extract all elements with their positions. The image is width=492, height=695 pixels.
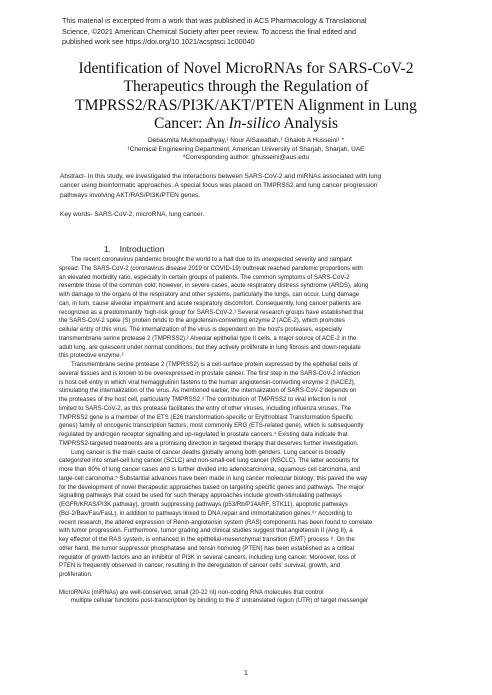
body-line: Transmembrane serine protease 2 (TMPRSS2) is a cell-surface protein expressed by the epithelial cells of [71, 361, 358, 368]
author-affiliation: ¹Chemical Engineering Department, American University of Sharjah, Sharjah, UAE [127, 145, 365, 153]
title-line: TMPRSS2/RAS/PI3K/AKT/PTEN Alignment in Lung [75, 96, 417, 114]
body-line: key effector of the RAS system, is enhanced in the epithelial-mesenchymal transition (EMT) process ⁸. On the [59, 536, 355, 543]
body-line: genes) family of oncogenic transcription factors, most commonly ERG (ETS-related gene), which is subsequently [59, 422, 364, 430]
title-line: Therapeutics through the Regulation of [123, 78, 369, 96]
paper-title [60, 60, 432, 134]
abstract-line: pathways involving AKT/RAS/PI3K/PTEN genes. [60, 191, 201, 199]
body-line: this protective enzyme.³ [59, 352, 124, 360]
publication-notice [62, 16, 442, 48]
body-line: other hand, the tumor suppressor phosphatase and tensin homolog (PTEN) has been established as a critical [59, 544, 355, 552]
corresponding-author: *Corresponding author: ghusseini@aus.edu [182, 154, 310, 162]
body-line: resemble those of the common cold; however, in severe cases, acute respiratory distress syndrome (ARDS), along [59, 282, 369, 290]
title-line: Cancer: An In-silico Analysis [153, 115, 339, 133]
body-line: more than 80% of lung cancer cases and is further divided into adenocarcinoma, squamous cell carcinoma, and [59, 466, 361, 473]
section-number: 1. [104, 244, 112, 254]
body-line: the proteases of the host cell, particularly TMPRSS2.³ The contribution of TMPRSS2 to viral infection is not [59, 396, 347, 403]
body-line: stimulating the internalization of the virus. As mentioned earlier, the internalization of SARS-CoV-2 depends on [59, 387, 357, 395]
section-heading [104, 244, 404, 255]
body-line: (EGFR/KRAS/PI3K pathway), growth suppressing pathways (p53/Rb/P14ARF, STK11), apoptotic pathways [59, 501, 348, 508]
body-line: regulator of growth factors and an inhibitor of PI3K in several cancers, including lung cancer. Moreover, loss of [59, 553, 356, 561]
author-block [62, 137, 430, 163]
body-line: (Bcl-2/Bax/Fas/FasL), in addition to pathways linked to DNA repair and immortalization genes.⁶⁷ According to [59, 509, 352, 517]
body-line: TMPRSS2-targeted treatments are a promising direction in targeted therapy that deserves further investigation. [59, 439, 359, 447]
body-line: an elevated morbidity ratio, especially in certain groups of patients. The common symptoms of SARS-CoV-2 [59, 273, 350, 281]
body-line: for the development of novel therapeutic approaches based on targeting specific genes and pathways. The major [59, 483, 364, 491]
body-line: TMPRSS2 gene is a member of the ETS (E26 transformation-specific or Erythroblast Transformation Specific [59, 413, 353, 421]
body-line: signalling pathways that could be used for such therapy approaches include growth-stimulating pathways [59, 492, 342, 500]
body-line: adult lung, are quiescent under normal conditions, but they actively proliferate in lung fibrosis and down-regulate [59, 343, 361, 351]
body-line: large-cell carcinoma.⁵ Substantial advances have been made in lung cancer molecular biology; this paved the way [59, 474, 368, 482]
notice-line: Science, ©2021 American Chemical Society after peer review. To access the final edited and [62, 26, 357, 36]
body-line: Lung cancer is the main cause of cancer deaths globally among both genders. Lung cancer is broadly [71, 448, 346, 456]
title-italic-term: In-silico [228, 115, 281, 133]
body-line: PTEN is frequently observed in cancer, resulting in the deregulation of cancer cells' survival, growth, and [59, 562, 341, 570]
body-line: The recent coronavirus pandemic brought the world to a halt due to its unexpected severity and rampant [71, 256, 352, 263]
body-line: recent research, the altered expression of Renin-angiotensin system (RAS) components has been found to correlate [59, 518, 373, 526]
body-line: recognized as a predominantly 'high-risk group' for SARS-CoV-2.¹ Several research groups have established that [59, 308, 364, 316]
body-line: can, in turn, cause alveolar impairment and acute respiratory discomfort. Consequently, lung cancer patients are [59, 299, 362, 307]
body-line: transmembrane serine protease 2 (TMPRSS2).² Alveolar epithelial type II cells, a major source of ACE-2 in the [59, 334, 357, 342]
body-line: MicroRNAs (miRNAs) are well-conserved, small (20-22 nt) non-coding RNA molecules that control [59, 588, 324, 596]
body-line: multiple cellular functions post-transcription by binding to the 3' untranslated region (UTR) of target messenger [71, 597, 369, 605]
abstract [60, 172, 435, 200]
author-names: Debasmita Mukhopadhyay,¹ Nour AlSawaftah,¹ Ghaleb A Husseini¹ * [147, 137, 345, 144]
body-line: proliferation. [59, 571, 93, 578]
body-line: several tissues and is known to be overexpressed in prostate cancer. The first step in the SARS-CoV-2 infection [59, 369, 361, 377]
notice-line: This material is excerpted from a work that was published in ACS Pharmacology & Translational [62, 16, 367, 25]
keywords-text: Key words- SARS-CoV-2, microRNA, lung cancer. [60, 211, 205, 218]
body-line: with tumor progression. Furthermore, tumor grading and clinical studies suggest that angiotensin II (Ang II), a [59, 527, 353, 535]
body-line: cellular entry of this virus. The internalization of the virus is dependent on the host's proteases, especially [59, 326, 342, 333]
body-line: with damage to the organs of the respiratory and other systems, particularly the lungs, can occur. Lung damage [59, 291, 360, 298]
body-line: spread. The SARS-CoV-2 (coronavirus disease 2019 or COVID-19) outbreak reached pandemic proportions with [59, 264, 363, 272]
body-line: the SARS-CoV-2 spike (S) protein binds to the angiotensin-converting enzyme 2 (ACE-2), which promotes [59, 317, 345, 325]
body-line: limited to SARS-CoV-2, as this protease facilitates the entry of other viruses, including influenza viruses. The [59, 404, 352, 412]
body-line: regulated by androgen receptor signalling and up-regulated in prostate cancers.⁴ Existing data indicate that [59, 431, 348, 438]
body-text [59, 256, 435, 606]
page-number: 1 [244, 670, 248, 677]
abstract-line: Abstract- In this study, we investigated the interactions between SARS-CoV-2 and miRNAs associated with lung [60, 173, 382, 180]
body-line: categorized into small-cell lung cancer (SCLC) and non-small-cell lung cancer (NSCLC). The latter accounts for [59, 457, 359, 465]
keywords [60, 210, 435, 219]
section-title: Introduction [119, 244, 165, 254]
body-line: is host cell entry in which viral hemagglutinin fastens to the human angiotensin-converting enzyme 2 (hACE2), [59, 378, 356, 386]
title-line: Identification of Novel MicroRNAs for SARS-CoV-2 [78, 60, 414, 77]
notice-line: published work see https://doi.org/10.1021/acsptsci.1c00040 [62, 37, 255, 46]
abstract-line: cancer using bioinformatic approaches. A special focus was placed on TMPRSS2 and lung cancer progression [60, 182, 378, 190]
body-line [59, 580, 435, 589]
